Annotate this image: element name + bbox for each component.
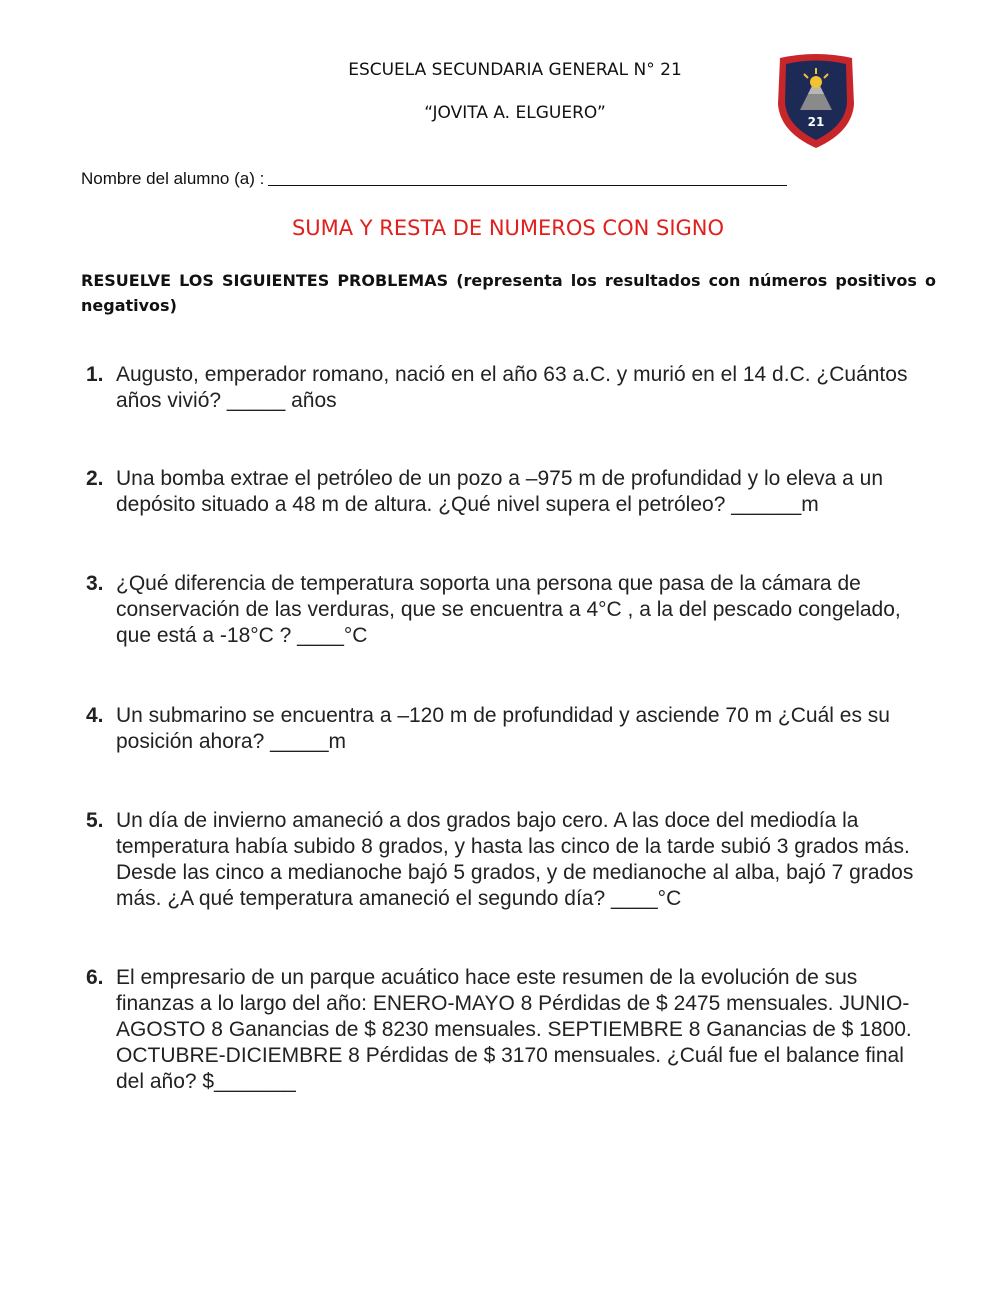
problem-item bbox=[86, 703, 936, 755]
problem-text: El empresario de un parque acuático hace este resumen de la evolución de sus finanzas a lo largo del año: ENERO-MAYO 8 Pérdidas de $ 2475 mensuales. JUNIO-AGOSTO 8 Ganancias de $ 8230 mensuales. SEPTIEMBRE 8 Ganancias de $ 1800. OCTUBRE-DICIEMBRE 8 Pérdidas de $ 3170 mensuales. ¿Cuál fue el balance final del año? $_______ bbox=[116, 966, 912, 1093]
problem-number: 2. bbox=[86, 467, 104, 490]
problem-text: Un submarino se encuentra a –120 m de profundidad y asciende 70 m ¿Cuál es su posición ahora? _____m bbox=[116, 704, 890, 753]
problem-text: ¿Qué diferencia de temperatura soporta una persona que pasa de la cámara de conservación de las verduras, que se encuentra a 4°C , a la del pescado congelado, que está a -18°C ? ____°C bbox=[116, 572, 901, 647]
problem-item bbox=[86, 362, 936, 414]
worksheet-title: SUMA Y RESTA DE NUMEROS CON SIGNO bbox=[291, 216, 725, 240]
problem-item bbox=[86, 808, 936, 912]
problem-item bbox=[86, 466, 936, 518]
student-name-label: Nombre del alumno (a) : bbox=[81, 169, 265, 188]
instructions: RESUELVE LOS SIGUIENTES PROBLEMAS (representa los resultados con números positivos o negativos) bbox=[81, 271, 936, 315]
student-name-field[interactable] bbox=[268, 167, 787, 186]
problem-text: Un día de invierno amaneció a dos grados bajo cero. A las doce del mediodía la temperatura había subido 8 grados, y hasta las cinco de la tarde subió 3 grados más. Desde las cinco a medianoche bajó 5 grados, y de medianoche al alba, bajó 7 grados más. ¿A qué temperatura amaneció el segundo día? ____°C bbox=[116, 809, 914, 910]
student-name-row bbox=[81, 167, 787, 189]
problem-number: 1. bbox=[86, 363, 104, 386]
problem-item bbox=[86, 965, 936, 1095]
school-subtitle: “JOVITA A. ELGUERO” bbox=[424, 103, 606, 123]
problem-text: Augusto, emperador romano, nació en el año 63 a.C. y murió en el 14 d.C. ¿Cuántos años vivió? _____ años bbox=[116, 363, 908, 412]
school-logo bbox=[774, 52, 858, 150]
problem-number: 6. bbox=[86, 966, 104, 989]
problem-number: 4. bbox=[86, 704, 104, 727]
problem-number: 5. bbox=[86, 809, 104, 832]
problem-text: Una bomba extrae el petróleo de un pozo a –975 m de profundidad y lo eleva a un depósito situado a 48 m de altura. ¿Qué nivel supera el petróleo? ______m bbox=[116, 467, 884, 516]
logo-number: 21 bbox=[807, 115, 825, 129]
school-name: ESCUELA SECUNDARIA GENERAL N° 21 bbox=[348, 60, 682, 80]
problem-item bbox=[86, 571, 936, 649]
problem-number: 3. bbox=[86, 572, 104, 595]
